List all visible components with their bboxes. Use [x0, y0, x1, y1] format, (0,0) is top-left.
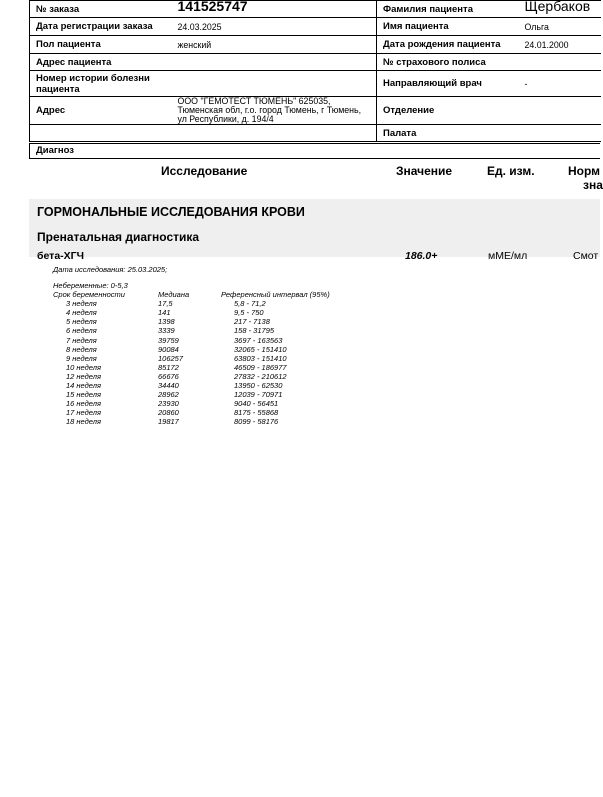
ref-week: 6 неделя: [66, 326, 97, 336]
dob-label: Дата рождения пациента: [377, 36, 519, 54]
ref-week: 17 неделя: [66, 408, 101, 418]
diagnosis-label: Диагноз: [36, 145, 74, 156]
doctor-label: Направляющий врач: [377, 71, 519, 97]
ref-interval: 8175 - 55868: [234, 408, 279, 418]
reference-row: [53, 381, 361, 390]
reference-header: [53, 290, 361, 299]
policy-value: [519, 54, 601, 71]
reference-row: [53, 417, 361, 426]
empty-cell: [172, 125, 377, 142]
ref-interval: 5,8 - 71,2: [234, 299, 266, 309]
history-label: Номер истории болезни пациента: [30, 71, 172, 97]
column-header-unit: Ед. изм.: [487, 164, 535, 178]
reference-row: [53, 390, 361, 399]
reference-row: [53, 317, 361, 326]
test-value: 186.0+: [405, 250, 438, 262]
ref-median: 106257: [158, 353, 184, 363]
ref-interval: 46509 - 186977: [234, 362, 287, 372]
ref-median: 28962: [158, 390, 179, 400]
dob-value: 24.01.2000: [519, 36, 601, 54]
ref-week: 4 неделя: [66, 308, 97, 318]
info-row: [30, 97, 601, 125]
column-header-norm: Норм: [568, 164, 601, 178]
test-norm: Смот: [573, 250, 599, 262]
ref-interval: 63803 - 151410: [234, 353, 287, 363]
address-value: ООО "ГЕМОТЕСТ ТЮМЕНЬ" 625035, Тюменская обл, г.о. город Тюмень, г Тюмень, ул Республики, д. 194/4: [172, 97, 377, 125]
ref-week: 7 неделя: [66, 335, 97, 345]
ref-interval: 12039 - 70971: [234, 390, 283, 400]
column-header-value: Значение: [396, 164, 453, 178]
section-title: ГОРМОНАЛЬНЫЕ ИССЛЕДОВАНИЯ КРОВИ: [37, 205, 305, 219]
policy-label: № страхового полиса: [377, 54, 519, 71]
ref-week: 16 неделя: [66, 399, 101, 409]
reference-row: [53, 372, 361, 381]
info-row: [30, 125, 601, 142]
ref-week: 8 неделя: [66, 344, 97, 354]
ref-interval: 32065 - 151410: [234, 344, 287, 354]
ref-header-interval: Референсный интервал (95%): [221, 290, 330, 300]
ref-week: 18 неделя: [66, 417, 101, 427]
ref-interval: 13950 - 62530: [234, 381, 283, 391]
ref-header-week: Срок беременности: [53, 290, 125, 300]
patient-address-value: [172, 54, 377, 71]
diagnosis-row: [29, 143, 600, 159]
ref-interval: 9,5 - 750: [234, 308, 264, 318]
ref-median: 23930: [158, 399, 179, 409]
empty-cell: [30, 125, 172, 142]
department-value: [519, 97, 601, 125]
ref-median: 17,5: [158, 299, 173, 309]
info-row: [30, 54, 601, 71]
ref-week: 10 неделя: [66, 362, 101, 372]
reference-table: [53, 281, 361, 427]
ref-interval: 158 - 31795: [234, 326, 275, 336]
info-row: [30, 18, 601, 36]
ref-interval: 9040 - 56451: [234, 399, 279, 409]
ref-week: 14 неделя: [66, 381, 101, 391]
reference-row: [53, 354, 361, 363]
reg-date-value: 24.03.2025: [172, 18, 377, 36]
order-number: 141525747: [172, 1, 377, 18]
ref-header-median: Медиана: [158, 290, 190, 300]
ref-interval: 3697 - 163563: [234, 335, 283, 345]
non-pregnant-note: Небеременные: 0-5,3: [53, 281, 128, 290]
ref-median: 66676: [158, 371, 179, 381]
surname-label: Фамилия пациента: [377, 1, 519, 18]
ref-week: 5 неделя: [66, 317, 97, 327]
column-header-norm-line2: зна: [583, 178, 603, 192]
sex-label: Пол пациента: [30, 36, 172, 54]
reference-row: [53, 299, 361, 308]
ref-week: 3 неделя: [66, 299, 97, 309]
info-row: [30, 1, 601, 18]
department-label: Отделение: [377, 97, 519, 125]
ref-median: 85172: [158, 362, 179, 372]
column-header-research: Исследование: [161, 164, 248, 178]
test-name: бета-ХГЧ: [37, 250, 84, 262]
reference-row: [53, 408, 361, 417]
ward-value: [519, 125, 601, 142]
ward-label: Палата: [377, 125, 519, 142]
ref-interval: 27832 - 210612: [234, 371, 287, 381]
info-row: [30, 71, 601, 97]
ref-week: 15 неделя: [66, 390, 101, 400]
ref-median: 3339: [158, 326, 175, 336]
reg-date-label: Дата регистрации заказа: [30, 18, 172, 36]
ref-interval: 8099 - 58176: [234, 417, 279, 427]
ref-median: 39759: [158, 335, 179, 345]
ref-week: 9 неделя: [66, 353, 97, 363]
name-value: Ольга: [519, 18, 601, 36]
ref-median: 141: [158, 308, 171, 318]
sex-value: женский: [172, 36, 377, 54]
ref-week: 12 неделя: [66, 371, 101, 381]
ref-median: 20860: [158, 408, 179, 418]
name-label: Имя пациента: [377, 18, 519, 36]
ref-median: 1398: [158, 317, 175, 327]
patient-address-label: Адрес пациента: [30, 54, 172, 71]
test-unit: мМЕ/мл: [488, 250, 528, 262]
surname-value: Щербаков: [519, 1, 601, 18]
research-date: Дата исследования: 25.03.2025;: [53, 265, 168, 274]
order-label: № заказа: [30, 1, 172, 18]
ref-median: 19817: [158, 417, 179, 427]
patient-info-table: [29, 0, 601, 142]
reference-row: [53, 326, 361, 335]
info-row: [30, 36, 601, 54]
ref-interval: 217 - 7138: [234, 317, 270, 327]
subsection-title: Пренатальная диагностика: [37, 230, 200, 244]
reference-row: [53, 336, 361, 345]
ref-median: 34440: [158, 381, 179, 391]
ref-median: 90084: [158, 344, 179, 354]
reference-row: [53, 363, 361, 372]
address-label: Адрес: [30, 97, 172, 125]
reference-row: [53, 308, 361, 317]
history-value: [172, 71, 377, 97]
reference-row: [53, 345, 361, 354]
reference-rows: [53, 299, 361, 426]
reference-row: [53, 399, 361, 408]
doctor-value: -: [519, 71, 601, 97]
